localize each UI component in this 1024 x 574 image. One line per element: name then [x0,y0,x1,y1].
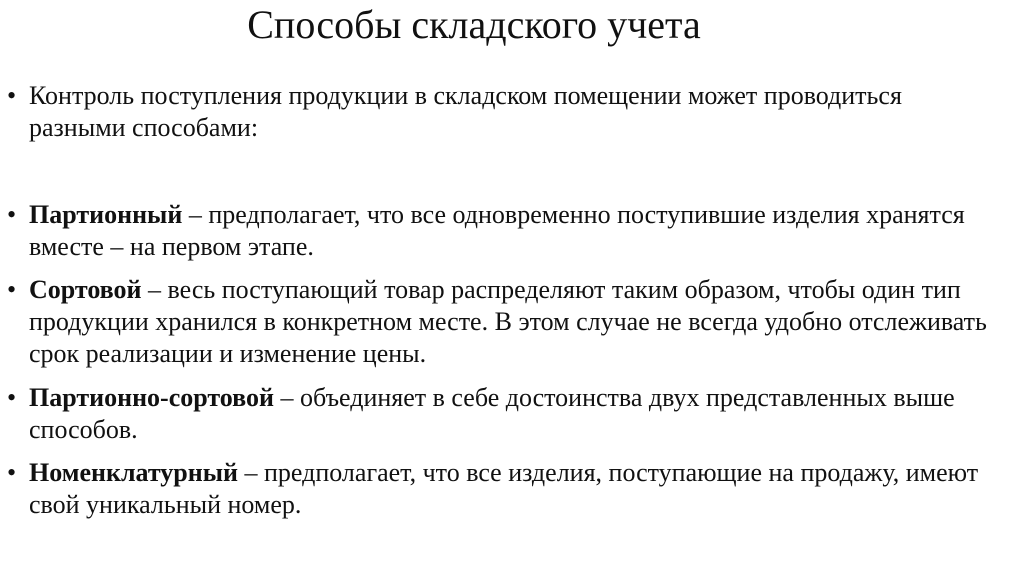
bullet-icon: • [7,200,17,229]
bullet-item-control [7,80,999,144]
bullet-text: – весь поступающий товар распределяют таким образом, чтобы один тип продукции хранился в конкретном месте. В этом случае не всегда удобно отслеживать срок реализации и изменение цены. [29,275,987,368]
bullet-text: Контроль поступления продукции в складском помещении может проводиться разными способами: [29,81,902,142]
slide-title: Способы складского учета [247,2,701,47]
bullet-item-partion [7,199,999,263]
bullet-term: Сортовой [29,275,142,304]
bullet-item-nomenclature [7,457,999,521]
bullet-text: – объединяет в себе достоинства двух представленных выше способов. [29,383,955,444]
bullet-item-sort [7,274,999,370]
bullet-icon: • [7,275,17,304]
bullet-term: Партионно-сортовой [29,383,274,412]
bullet-text: – предполагает, что все изделия, поступающие на продажу, имеют свой уникальный номер. [29,458,979,519]
bullet-text: – предполагает, что все одновременно поступившие изделия хранятся вместе – на первом этапе. [29,200,965,261]
bullet-term: Партионный [29,200,183,229]
bullet-term: Номенклатурный [29,458,239,487]
bullet-icon: • [7,458,17,487]
bullet-icon: • [7,383,17,412]
bullet-item-partion-sort [7,382,999,446]
bullet-icon: • [7,81,17,110]
